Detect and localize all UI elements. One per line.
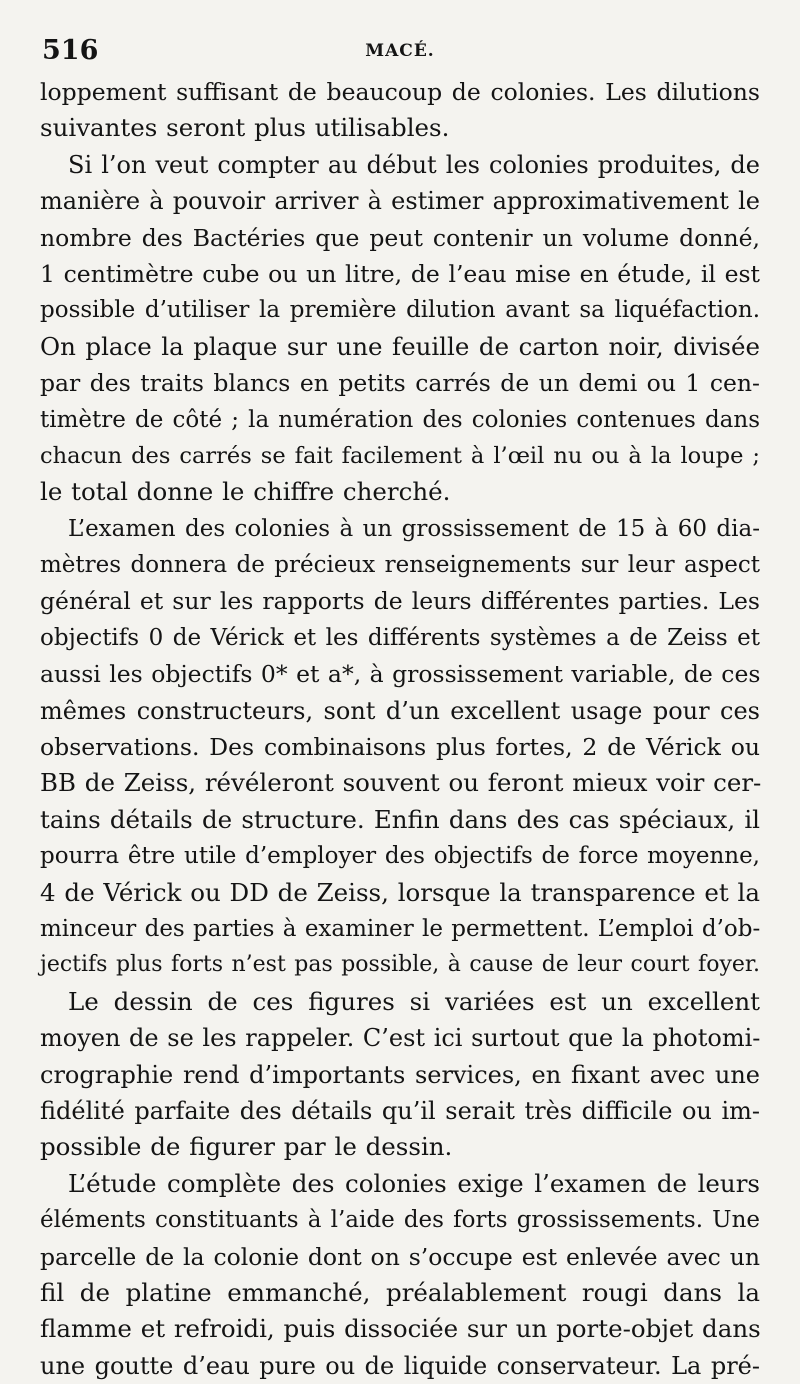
page-number: 516 [42, 35, 99, 66]
text-line: minceur des parties à examiner le permettent. L’emploi d’ob- [40, 915, 761, 942]
text-line: flamme et refroidi, puis dissociée sur un porte-objet dans [40, 1314, 761, 1344]
text-line: L’étude complète des colonies exige l’examen de leurs [68, 1168, 760, 1198]
text-line: timètre de côté ; la numération des colonies contenues dans [40, 406, 760, 433]
text-line: possible de figurer par le dessin. [40, 1132, 453, 1162]
text-line: On place la plaque sur une feuille de carton noir, divisée [40, 331, 760, 361]
text-line: général et sur les rapports de leurs différentes parties. Les [40, 587, 760, 616]
running-head [40, 30, 760, 68]
text-line: tains détails de structure. Enfin dans des cas spéciaux, il [40, 804, 760, 834]
text-line: le total donne le chiffre cherché. [40, 477, 451, 507]
text-line: chacun des carrés se fait facilement à l’œil nu ou à la loupe ; [40, 442, 760, 469]
text-line: manière à pouvoir arriver à estimer approximativement le [40, 187, 760, 216]
running-title: MACÉ. [365, 41, 435, 61]
text-line: BB de Zeiss, révéleront souvent ou feront mieux voir cer- [40, 768, 762, 798]
text-line: mêmes constructeurs, sont d’un excellent usage pour ces [40, 696, 760, 725]
text-line: pourra être utile d’employer des objectifs de force moyenne, [40, 843, 760, 870]
text-line: crographie rend d’importants services, en fixant avec une [40, 1060, 760, 1089]
text-line: éléments constituants à l’aide des forts grossissements. Une [40, 1207, 760, 1234]
text-line: objectifs 0 de Vérick et les différents systèmes a de Zeiss et [40, 624, 760, 651]
text-line: Si l’on veut compter au début les colonies produites, de [68, 150, 760, 179]
text-line: fidélité parfaite des détails qu’il serait très difficile ou im- [40, 1096, 760, 1125]
text-line: fil de platine emmanché, préalablement rougi dans la [40, 1277, 760, 1307]
text-line: 4 de Vérick ou DD de Zeiss, lorsque la transparence et la [40, 877, 760, 907]
body-text [40, 74, 760, 1384]
text-line: L’examen des colonies à un grossissement de 15 à 60 dia- [68, 515, 760, 542]
text-line: par des traits blancs en petits carrés de un demi ou 1 cen- [40, 369, 760, 398]
text-line: observations. Des combinaisons plus fortes, 2 de Vérick ou [40, 733, 760, 762]
text-line: mètres donnera de précieux renseignements sur leur aspect [40, 552, 760, 579]
text-line: parcelle de la colonie dont on s’occupe est enlevée avec un [40, 1242, 760, 1271]
text-line: aussi les objectifs 0* et a*, à grossissement variable, de ces [40, 660, 761, 689]
text-line: suivantes seront plus utilisables. [40, 113, 450, 143]
text-line: moyen de se les rappeler. C’est ici surtout que la photomi- [40, 1024, 761, 1053]
text-line: jectifs plus forts n’est pas possible, à cause de leur court foyer. [40, 952, 760, 978]
text-line: Le dessin de ces figures si variées est un excellent [68, 986, 760, 1016]
text-line: possible d’utiliser la première dilution avant sa liquéfaction. [40, 297, 760, 324]
text-line: 1 centimètre cube ou un litre, de l’eau mise en étude, il est [40, 259, 760, 288]
text-line: loppement suffisant de beaucoup de colonies. Les dilutions [40, 78, 760, 106]
text-line: nombre des Bactéries que peut contenir un volume donné, [40, 223, 760, 252]
text-line: une goutte d’eau pure ou de liquide conservateur. La pré- [40, 1351, 760, 1380]
